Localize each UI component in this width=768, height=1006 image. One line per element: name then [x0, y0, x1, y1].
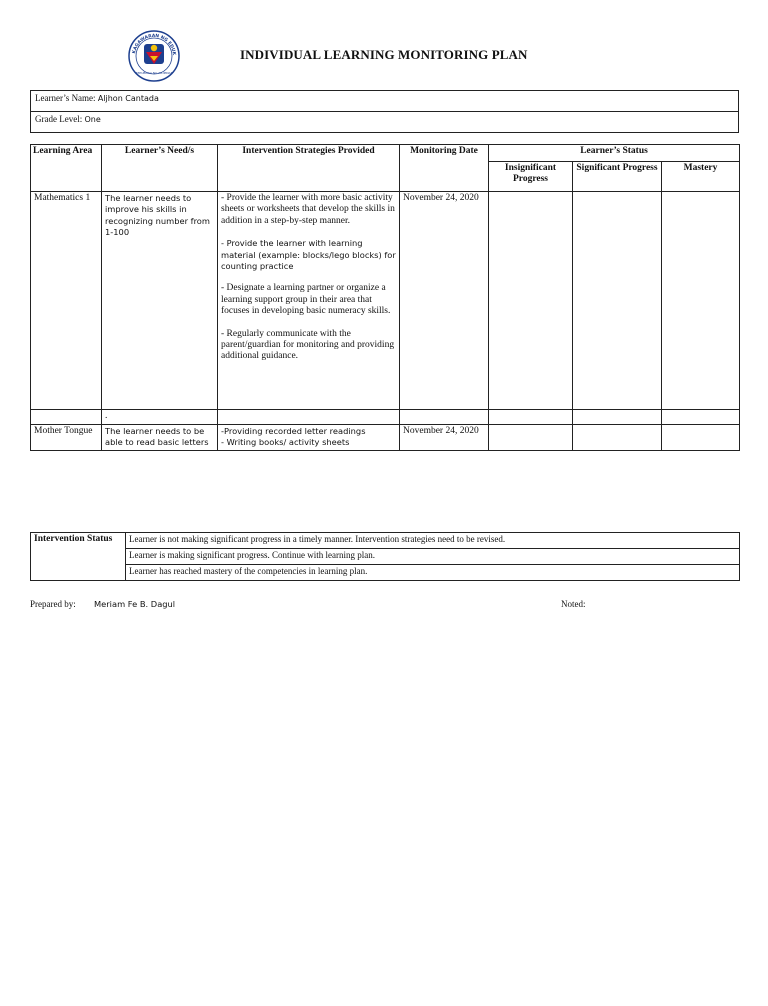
header-intervention-strategies: Intervention Strategies Provided: [218, 145, 400, 192]
strategy-item: - Writing books/ activity sheets: [221, 437, 350, 448]
noted-label: Noted:: [561, 599, 586, 609]
grade-level-value: One: [84, 115, 101, 124]
header-mastery: Mastery: [662, 162, 740, 192]
prepared-by-name: Meriam Fe B. Dagul: [94, 599, 176, 609]
svg-text:REPUBLIKA NG PILIPINAS: REPUBLIKA NG PILIPINAS: [135, 71, 173, 75]
row-monitoring-date: [400, 410, 489, 425]
learner-name-value: Aljhon Cantada: [97, 94, 159, 103]
row-mastery-cell: [662, 425, 740, 451]
learner-name-label: Learner’s Name:: [35, 93, 96, 103]
strategy-item: - Regularly communicate with the parent/guardian for monitoring and providing additional guidance.: [221, 328, 395, 362]
header-learner-needs: Learner’s Need/s: [102, 145, 218, 192]
row-significant-cell: [573, 192, 662, 410]
strategy-item: - Designate a learning partner or organize a learning support group in their area that focuses in developing basic numeracy skills.: [221, 283, 391, 317]
row-insignificant-cell: [489, 425, 573, 451]
header-insignificant-progress: Insignificant Progress: [489, 162, 573, 192]
intervention-status-label: Intervention Status: [31, 533, 126, 581]
strategy-item: - Provide the learner with learning material (example: blocks/lego blocks) for counting practice: [221, 238, 396, 272]
row-mastery-cell: [662, 192, 740, 410]
monitoring-plan-table: [30, 144, 740, 451]
grade-level-label: Grade Level:: [35, 114, 83, 124]
learner-info-table: [30, 90, 739, 133]
row-insignificant-cell: [489, 410, 573, 425]
header-learning-area: Learning Area: [31, 145, 102, 192]
intervention-status-item: Learner has reached mastery of the competencies in learning plan.: [126, 565, 740, 581]
grade-level-cell: [31, 112, 739, 133]
row-learning-area: Mathematics 1: [31, 192, 102, 410]
row-significant-cell: [573, 410, 662, 425]
row-insignificant-cell: [489, 192, 573, 410]
row-monitoring-date: November 24, 2020: [400, 192, 489, 410]
table-row: [31, 425, 740, 451]
intervention-status-item: Learner is making significant progress. Continue with learning plan.: [126, 549, 740, 565]
header-significant-progress: Significant Progress: [573, 162, 662, 192]
row-mastery-cell: [662, 410, 740, 425]
table-row: [31, 410, 740, 425]
table-row: [31, 192, 740, 410]
row-learner-need: .: [102, 410, 218, 425]
row-monitoring-date: November 24, 2020: [400, 425, 489, 451]
header-monitoring-date: Monitoring Date: [400, 145, 489, 192]
prepared-by-label: Prepared by:: [30, 599, 76, 609]
row-strategies: [218, 192, 400, 410]
strategy-item: -Providing recorded letter readings: [221, 426, 366, 436]
document-title: INDIVIDUAL LEARNING MONITORING PLAN: [240, 47, 528, 62]
row-learning-area: [31, 410, 102, 425]
deped-seal-logo: [128, 30, 180, 82]
row-strategies: [218, 425, 400, 451]
svg-text:KAGAWARAN NG EDUKASYON: KAGAWARAN NG EDUK: [132, 33, 177, 56]
intervention-status-table: [30, 532, 740, 581]
row-learner-need: The learner needs to improve his skills in recognizing number from 1-100: [102, 192, 218, 410]
learner-name-cell: [31, 91, 739, 112]
row-significant-cell: [573, 425, 662, 451]
intervention-status-item: Learner is not making significant progress in a timely manner. Intervention strategies need to be revised.: [126, 533, 740, 549]
strategy-item: - Provide the learner with more basic activity sheets or worksheets that develop the skills in addition in a step-by-step manner.: [221, 193, 395, 226]
row-learning-area: Mother Tongue: [31, 425, 102, 451]
row-strategies: [218, 410, 400, 425]
header-learner-status: Learner’s Status: [489, 145, 740, 162]
row-learner-need: The learner needs to be able to read basic letters: [102, 425, 218, 451]
